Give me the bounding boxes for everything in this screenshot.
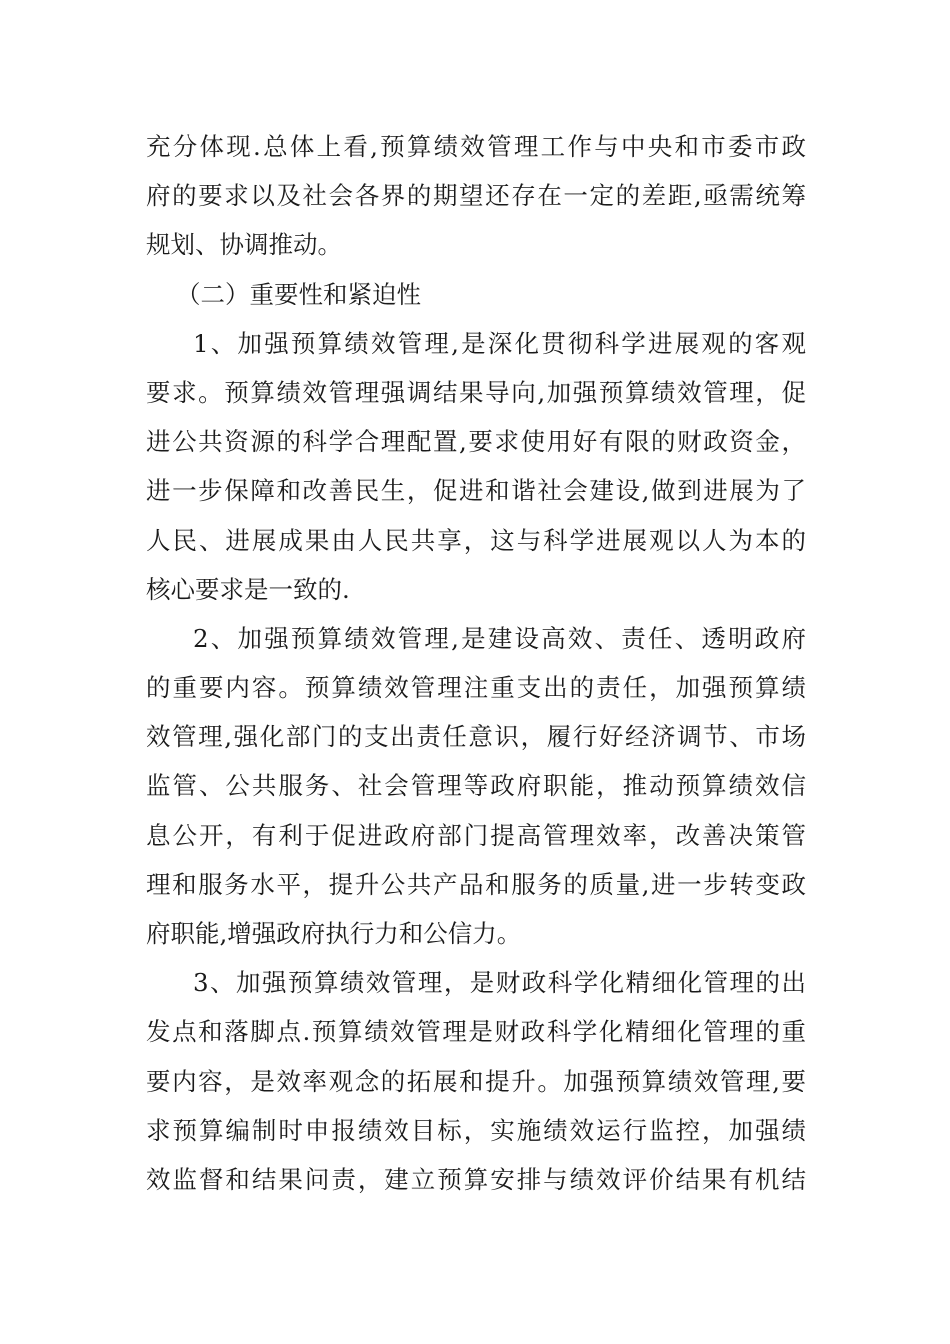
- text-line: 核心要求是一致的.: [146, 574, 350, 604]
- text-line: 的重要内容。预算绩效管理注重支出的责任，加强预算绩: [146, 673, 806, 703]
- text-line: 规划、协调推动。: [146, 230, 342, 260]
- text-line: 要求。预算绩效管理强调结果导向,加强预算绩效管理，促: [146, 377, 806, 407]
- body-text: [146, 122, 806, 1204]
- text-line: 进一步保障和改善民生，促进和谐社会建设,做到进展为了: [146, 476, 806, 506]
- text-line: 效管理,强化部门的支出责任意识，履行好经济调节、市场: [146, 722, 806, 752]
- text-line: 进公共资源的科学合理配置,要求使用好有限的财政资金，: [146, 427, 806, 457]
- text-line: 息公开，有利于促进政府部门提高管理效率，改善决策管: [146, 820, 806, 850]
- paragraph-first-line: 3、加强预算绩效管理，是财政科学化精细化管理的出: [193, 968, 806, 998]
- text-line: 府的要求以及社会各界的期望还存在一定的差距,亟需统筹: [146, 181, 806, 211]
- text-line: 发点和落脚点.预算绩效管理是财政科学化精细化管理的重: [146, 1017, 806, 1047]
- text-line: 要内容，是效率观念的拓展和提升。加强预算绩效管理,要: [146, 1066, 806, 1096]
- paragraph-first-line: 1、加强预算绩效管理,是深化贯彻科学进展观的客观: [193, 328, 806, 358]
- paragraph-first-line: 2、加强预算绩效管理,是建设高效、责任、透明政府: [193, 623, 806, 653]
- text-line: 监管、公共服务、社会管理等政府职能，推动预算绩效信: [146, 771, 806, 801]
- text-line: 人民、进展成果由人民共享，这与科学进展观以人为本的: [146, 525, 806, 555]
- text-line: 效监督和结果问责，建立预算安排与绩效评价结果有机结: [146, 1164, 806, 1194]
- text-line: 充分体现.总体上看,预算绩效管理工作与中央和市委市政: [146, 132, 806, 161]
- text-line: 理和服务水平，提升公共产品和服务的质量,进一步转变政: [146, 869, 806, 899]
- text-line: 求预算编制时申报绩效目标，实施绩效运行监控，加强绩: [146, 1115, 806, 1145]
- section-heading: （二）重要性和紧迫性: [176, 279, 421, 309]
- text-line: 府职能,增强政府执行力和公信力。: [146, 919, 522, 948]
